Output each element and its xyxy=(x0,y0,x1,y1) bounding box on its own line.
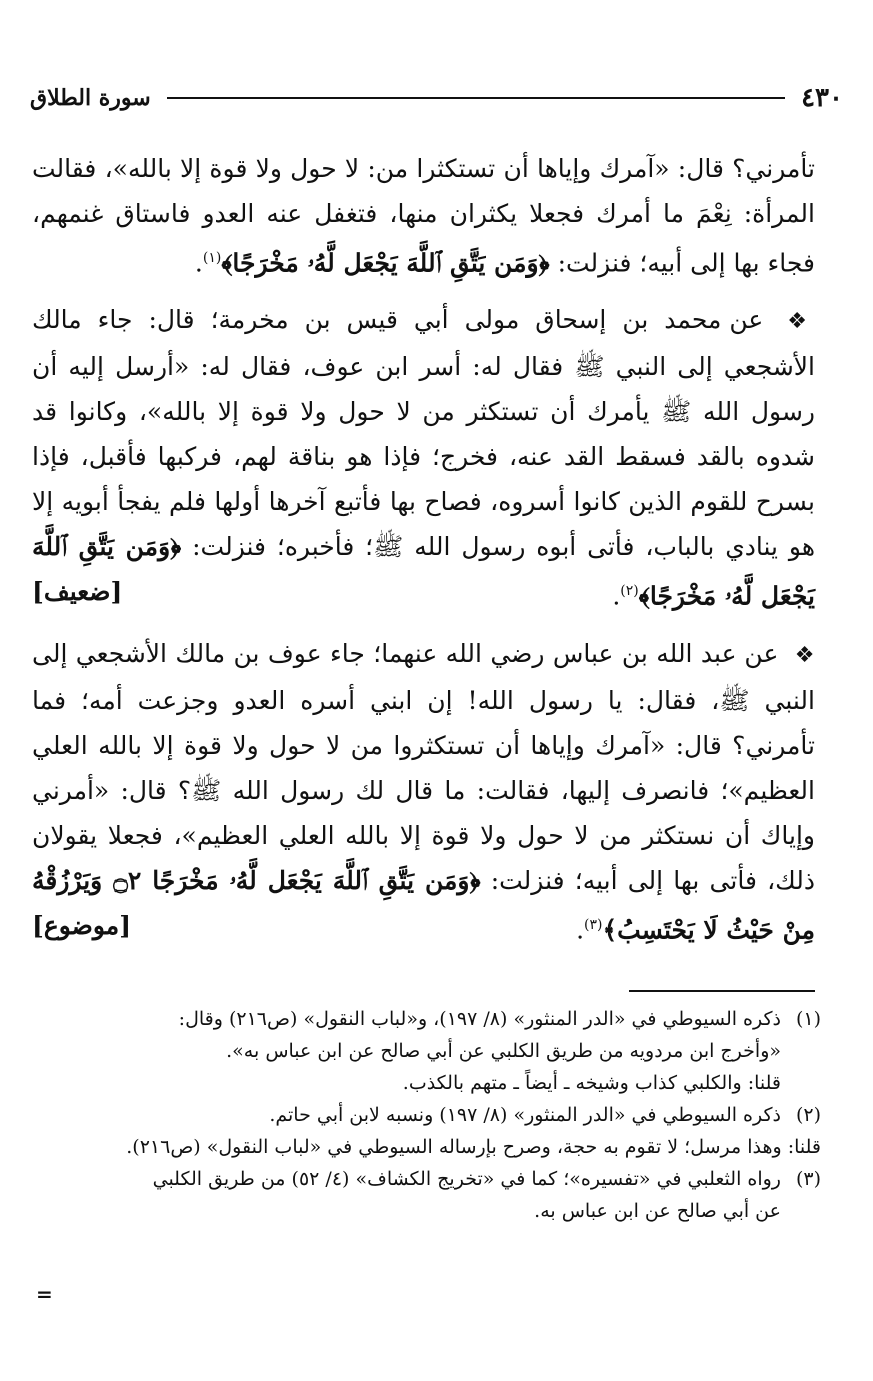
footnote-line xyxy=(56,1132,821,1162)
header-rule xyxy=(167,97,785,99)
footnote-ref: (٢) xyxy=(620,583,639,600)
footnote-separator xyxy=(629,990,815,992)
footnote-ref: (٣) xyxy=(584,916,603,933)
footnote-number: (٢) xyxy=(795,1104,821,1126)
footnotes xyxy=(56,1004,821,1228)
footnote-number: (١) xyxy=(795,1008,821,1030)
page-number: ٤٣٠ xyxy=(801,83,843,113)
footnote-text: عن أبي صالح عن ابن عباس به. xyxy=(534,1200,781,1222)
quran-verse: ﴿وَمَن يَتَّقِ ٱللَّهَ يَجْعَل لَّهُۥ مَخْرَجًا ۝٢ وَيَرْزُقْهُ مِنْ حَيْثُ لَا يَحْتَسِبُ﴾ xyxy=(32,865,815,944)
footnote-text: ذكره السيوطي في «الدر المنثور» (٨/ ١٩٧) ونسبه لابن أبي حاتم. xyxy=(269,1104,781,1126)
paragraph-text: عن عبد الله بن عباس رضي الله عنهما؛ جاء عوف بن مالك الأشجعي إلى النبي ﷺ، فقال: يا رسول الله! إن ابني أسره العدو وجزعت أمه؛ فما تأمرني؟ قال: «آمرك وإياها أن تستكثروا من لا حول ولا قوة إلا بالله العلي العظيم»؛ فانصرف إليها، فقالت: ما قال لك رسول الله ﷺ؟ قال: «أمرني وإياك أن نستكثر من لا حول ولا قوة إلا بالله العلي العظيم»، فجعلا يقولان ذلك، فأتى بها إلى أبيه؛ فنزلت: xyxy=(32,638,815,895)
footnote-text: «وأخرج ابن مردويه من طريق الكلبي عن أبي صالح عن ابن عباس به». xyxy=(226,1040,781,1062)
paragraph xyxy=(32,146,815,285)
footnote-line xyxy=(56,1004,821,1034)
footnote-line xyxy=(56,1196,821,1226)
sentence-end: . xyxy=(576,914,585,944)
sentence-end: . xyxy=(194,248,203,278)
surah-name: سورة الطلاق xyxy=(30,85,151,111)
grade-label: [موضوع] xyxy=(32,910,132,940)
footnote-text: ذكره السيوطي في «الدر المنثور» (٨/ ١٩٧)، و«لباب النقول» (ص٢١٦) وقال: xyxy=(178,1008,781,1030)
footnote-number: (٣) xyxy=(795,1168,821,1190)
footnote-text: رواه الثعلبي في «تفسيره»؛ كما في «تخريج الكشاف» (٤/ ٥٢) من طريق الكلبي xyxy=(152,1168,781,1190)
footnote-line xyxy=(56,1164,821,1194)
bullet-icon: ❖ xyxy=(794,642,815,668)
quran-verse: ﴿وَمَن يَتَّقِ ٱللَّهَ يَجْعَل لَّهُۥ مَخْرَجًا﴾ xyxy=(221,248,550,278)
page-header xyxy=(30,78,843,118)
paragraph-text: تأمرني؟ قال: «آمرك وإياها أن تستكثرا من: لا حول ولا قوة إلا بالله»، فقالت المرأة: نِعْمَ ما أمرك فجعلا يكثران منها، فتغفل عنه العدو فاستاق غنمهم، فجاء بها إلى أبيه؛ فنزلت: xyxy=(32,154,815,278)
footnote-text: قلنا: والكلبي كذاب وشيخه ـ أيضاً ـ متهم بالكذب. xyxy=(402,1072,781,1094)
main-text xyxy=(32,146,815,952)
sentence-end: . xyxy=(612,581,621,611)
footnote-line xyxy=(56,1068,821,1098)
footnote-line xyxy=(56,1100,821,1130)
grade-label: [ضعيف] xyxy=(32,577,123,607)
quran-verse: ﴿وَمَن يَتَّقِ ٱللَّهَ يَجْعَل لَّهُۥ مَخْرَجًا﴾ xyxy=(32,532,815,611)
paragraph xyxy=(32,297,815,618)
footnote-ref: (١) xyxy=(202,250,222,266)
continuation-mark: = xyxy=(36,1282,53,1306)
footnote-text: قلنا: وهذا مرسل؛ لا تقوم به حجة، وصرح بإرساله السيوطي في «لباب النقول» (ص٢١٦). xyxy=(126,1136,821,1158)
paragraph-text: عن محمد بن إسحاق مولى أبي قيس بن مخرمة؛ قال: جاء مالك الأشجعي إلى النبي ﷺ فقال له: أسر ابن عوف، فقال له: «أرسل إليه أن رسول الله ﷺ يأمرك أن تستكثر من لا حول ولا قوة إلا بالله»، وكانوا قد شدوه بالقد فسقط القد عنه، فخرج؛ فإذا هو بناقة لهم، فركبها فأقبل، فإذا بسرح للقوم الذين كانوا أسروه، فصاح بها فأتبع آخرها أولها فلم يفجأ أبويه إلا هو ينادي بالباب، فأتى أبوه رسول الله ﷺ؛ فأخبره؛ فنزلت: xyxy=(32,305,815,562)
footnote-line xyxy=(56,1036,821,1066)
bullet-icon: ❖ xyxy=(787,309,815,335)
paragraph xyxy=(32,631,815,952)
